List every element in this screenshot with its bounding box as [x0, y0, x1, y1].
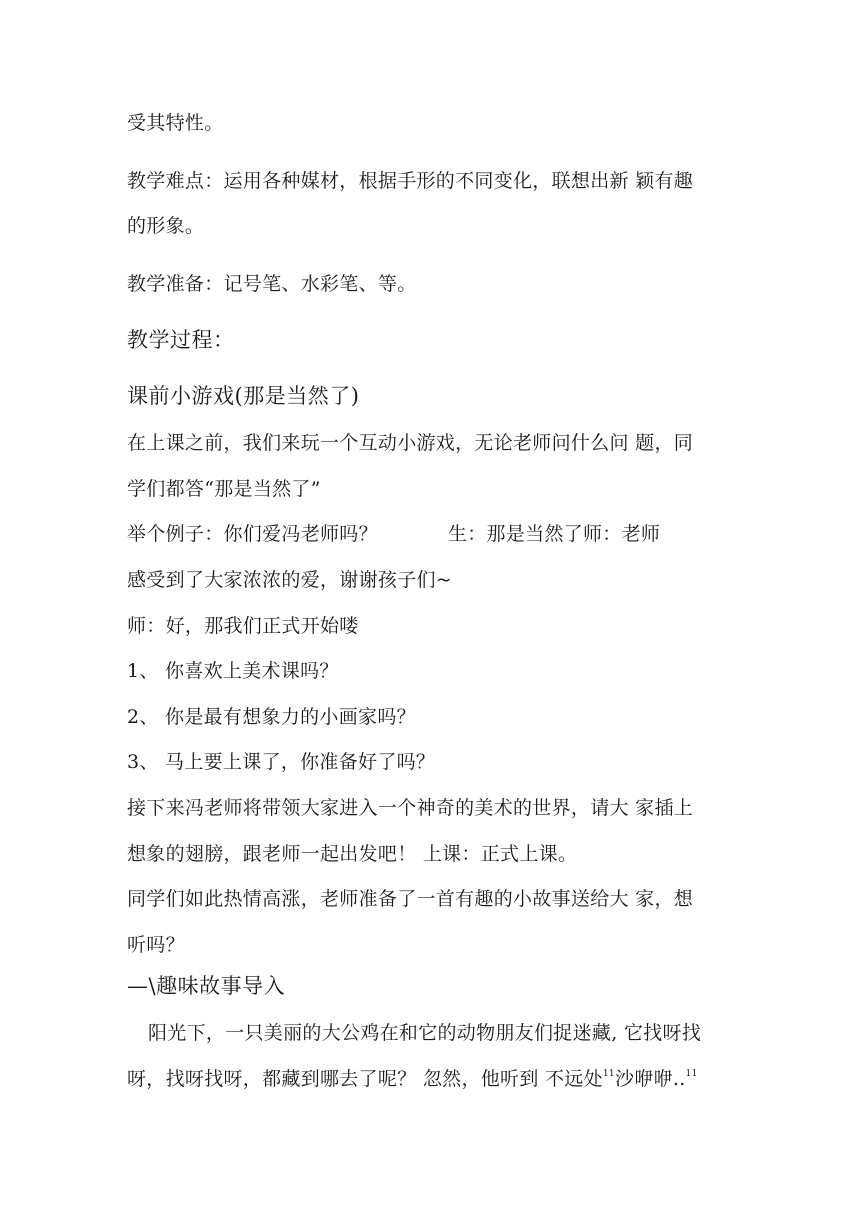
text-line-11: 师：好，那我们正式开始喽	[127, 615, 359, 637]
text-line-1: 受其特性。	[127, 112, 224, 134]
teaching-difficulty-line: 教学难点：运用各种媒材，根据手形的不同变化，联想出新 颖有趣	[127, 170, 694, 192]
story-intro-heading: —\趣味故事导入	[127, 974, 286, 998]
sound-text: 沙咿咿..	[614, 1068, 686, 1090]
example-answer: 生：那是当然了师：老师	[447, 523, 661, 545]
text-line-8: 学们都答“那是当然了”	[127, 478, 321, 500]
teaching-preparation-line: 教学准备：记号笔、水彩笔、等。	[127, 273, 417, 295]
text-line-20: 阳光下，一只美丽的大公鸡在和它的动物朋友们捉迷藏, 它找呀找	[148, 1022, 702, 1044]
text-line-7: 在上课之前，我们来玩一个互动小游戏，无论老师问什么问 题，同	[127, 432, 694, 454]
text-line-17: 同学们如此热情高涨，老师准备了一首有趣的小故事送给大 家，想	[127, 888, 694, 910]
quote-mark-open: 11	[602, 1069, 615, 1079]
text-line-10: 感受到了大家浓浓的爱，谢谢孩子们~	[127, 569, 453, 591]
quote-mark-close: 11	[685, 1069, 698, 1079]
text-line-9	[127, 521, 660, 547]
text-line-21	[127, 1066, 698, 1092]
list-item-2: 2、 你是最有想象力的小画家吗？	[127, 706, 416, 728]
teaching-process-heading: 教学过程：	[127, 328, 235, 352]
list-item-1: 1、 你喜欢上美术课吗？	[127, 660, 339, 682]
example-question: 举个例子：你们爱冯老师吗？	[127, 523, 378, 545]
text-line-16: 想象的翅膀，跟老师一起出发吧！ 上课：正式上课。	[127, 843, 578, 865]
text-line-15: 接下来冯老师将带领大家进入一个神奇的美术的世界，请大 家插上	[127, 797, 694, 819]
warmup-game-heading: 课前小游戏(那是当然了)	[127, 384, 360, 408]
text-line-3: 的形象。	[127, 215, 205, 237]
list-item-3: 3、 马上要上课了，你准备好了吗？	[127, 751, 436, 773]
story-text: 呀，找呀找呀，都藏到哪去了呢？ 忽然，他听到 不远处	[127, 1068, 603, 1090]
text-line-18: 听吗？	[127, 934, 185, 956]
